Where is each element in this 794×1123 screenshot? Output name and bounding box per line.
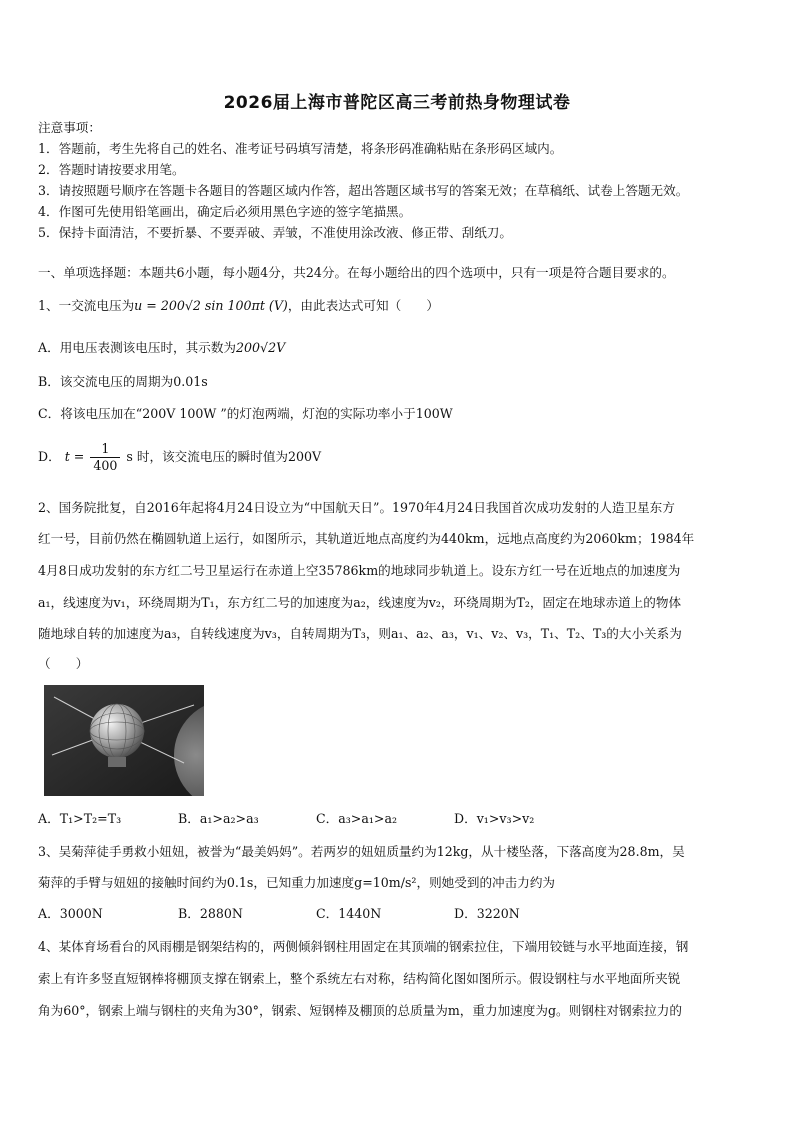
notes-heading: 注意事项： — [38, 120, 101, 135]
q2-line-5: 随地球自转的加速度为a₃，自转线速度为v₃，自转周期为T₃，则a₁、a₂、a₃，v₁、v₂、v₃，T₁、T₂、T₃的大小关系为 — [38, 626, 682, 641]
q2-line-2: 红一号，目前仍然在椭圆轨道上运行，如图所示，其轨道近地点高度约为440km，远地点高度约为2060km；1984年 — [38, 531, 695, 546]
q1-option-d — [38, 440, 762, 474]
section-heading: 一、单项选择题：本题共6小题，每小题4分，共24分。在每小题给出的四个选项中，只有一项是符合题目要求的。 — [38, 265, 675, 280]
satellite-photo — [44, 685, 204, 796]
q2-line-3: 4月8日成功发射的东方红二号卫星运行在赤道上空35786km的地球同步轨道上。设东方红一号在近地点的加速度为 — [38, 563, 681, 578]
q1-option-d-fraction — [90, 441, 120, 474]
q1-option-c: C．将该电压加在“200V 100W ”的灯泡两端，灯泡的实际功率小于100W — [38, 406, 453, 421]
note-item-2: 2．答题时请按要求用笔。 — [38, 162, 185, 177]
q1-stem-suffix: ，由此表达式可知（ ） — [287, 298, 439, 313]
q3-line-2: 菊萍的手臂与妞妞的接触时间约为0.1s，已知重力加速度g=10m/s²，则她受到的冲击力约为 — [38, 875, 556, 890]
page-title: 2026届上海市普陀区高三考前热身物理试卷 — [223, 93, 571, 113]
note-item-3: 3．请按照题号顺序在答题卡各题目的答题区域内作答，超出答题区域书写的答案无效；在草稿纸、试卷上答题无效。 — [38, 183, 689, 198]
note-item-5: 5．保持卡面清洁，不要折暴、不要弄破、弄皱，不准使用涂改液、修正带、刮纸刀。 — [38, 225, 512, 240]
q3-option-d: D．3220N — [454, 906, 520, 921]
fraction-numerator: 1 — [90, 441, 120, 458]
fraction-denominator: 400 — [93, 458, 118, 473]
q3-line-1: 3、吴菊萍徒手勇救小妞妞，被誉为“最美妈妈”。若两岁的妞妞质量约为12kg，从十楼坠落，下落高度为28.8m，吴 — [38, 844, 685, 859]
note-item-1: 1．答题前，考生先将自己的姓名、准考证号码填写清楚，将条形码准确粘贴在条形码区域内。 — [38, 141, 563, 156]
q2-option-c: C．a₃>a₁>a₂ — [316, 811, 398, 826]
q3-option-b: B．2880N — [178, 906, 243, 921]
q1-stem-prefix: 1、一交流电压为 — [38, 298, 135, 313]
q2-line-6: （ ） — [38, 656, 89, 671]
q2-option-d: D．v₁>v₃>v₂ — [454, 811, 535, 826]
q4-line-3: 角为60°，钢索上端与钢柱的夹角为30°，钢索、短钢棒及棚顶的总质量为m，重力加速度为g。则钢柱对钢索拉力的 — [38, 1003, 682, 1018]
q1-option-a-value: 200√2V — [236, 340, 286, 355]
q1-option-d-t: t = — [64, 449, 85, 464]
q2-option-a: A．T₁>T₂=T₃ — [38, 811, 122, 826]
q1-option-a-text: A．用电压表测该电压时，其示数为 — [38, 340, 237, 355]
q2-line-1: 2、国务院批复，自2016年起将4月24日设立为“中国航天日”。1970年4月24日我国首次成功发射的人造卫星东方 — [38, 500, 675, 515]
q1-formula: u = 200√2 sin 100πt (V) — [134, 298, 288, 313]
q2-line-4: a₁，线速度为v₁，环绕周期为T₁，东方红二号的加速度为a₂，线速度为v₂，环绕周期为T₂，固定在地球赤道上的物体 — [38, 595, 682, 610]
q3-option-a: A．3000N — [38, 906, 103, 921]
q1-option-b: B．该交流电压的周期为0.01s — [38, 374, 208, 389]
note-item-4: 4．作图可先使用铅笔画出，确定后必须用黑色字迹的签字笔描黑。 — [38, 204, 412, 219]
q1-option-d-suffix: s 时，该交流电压的瞬时值为200V — [126, 449, 322, 464]
q4-line-1: 4、某体育场看台的风雨棚是钢架结构的，两侧倾斜钢柱用固定在其顶端的钢索拉住，下端用铰链与水平地面连接，钢 — [38, 939, 689, 954]
q3-option-c: C．1440N — [316, 906, 382, 921]
q1-option-d-label: D． — [38, 449, 61, 464]
q4-line-2: 索上有许多竖直短钢棒将棚顶支撑在钢索上，整个系统左右对称，结构简化图如图所示。假设钢柱与水平地面所夹锐 — [38, 971, 681, 986]
q1-stem — [38, 297, 762, 315]
q1-option-a — [38, 339, 762, 357]
q2-option-b: B．a₁>a₂>a₃ — [178, 811, 259, 826]
